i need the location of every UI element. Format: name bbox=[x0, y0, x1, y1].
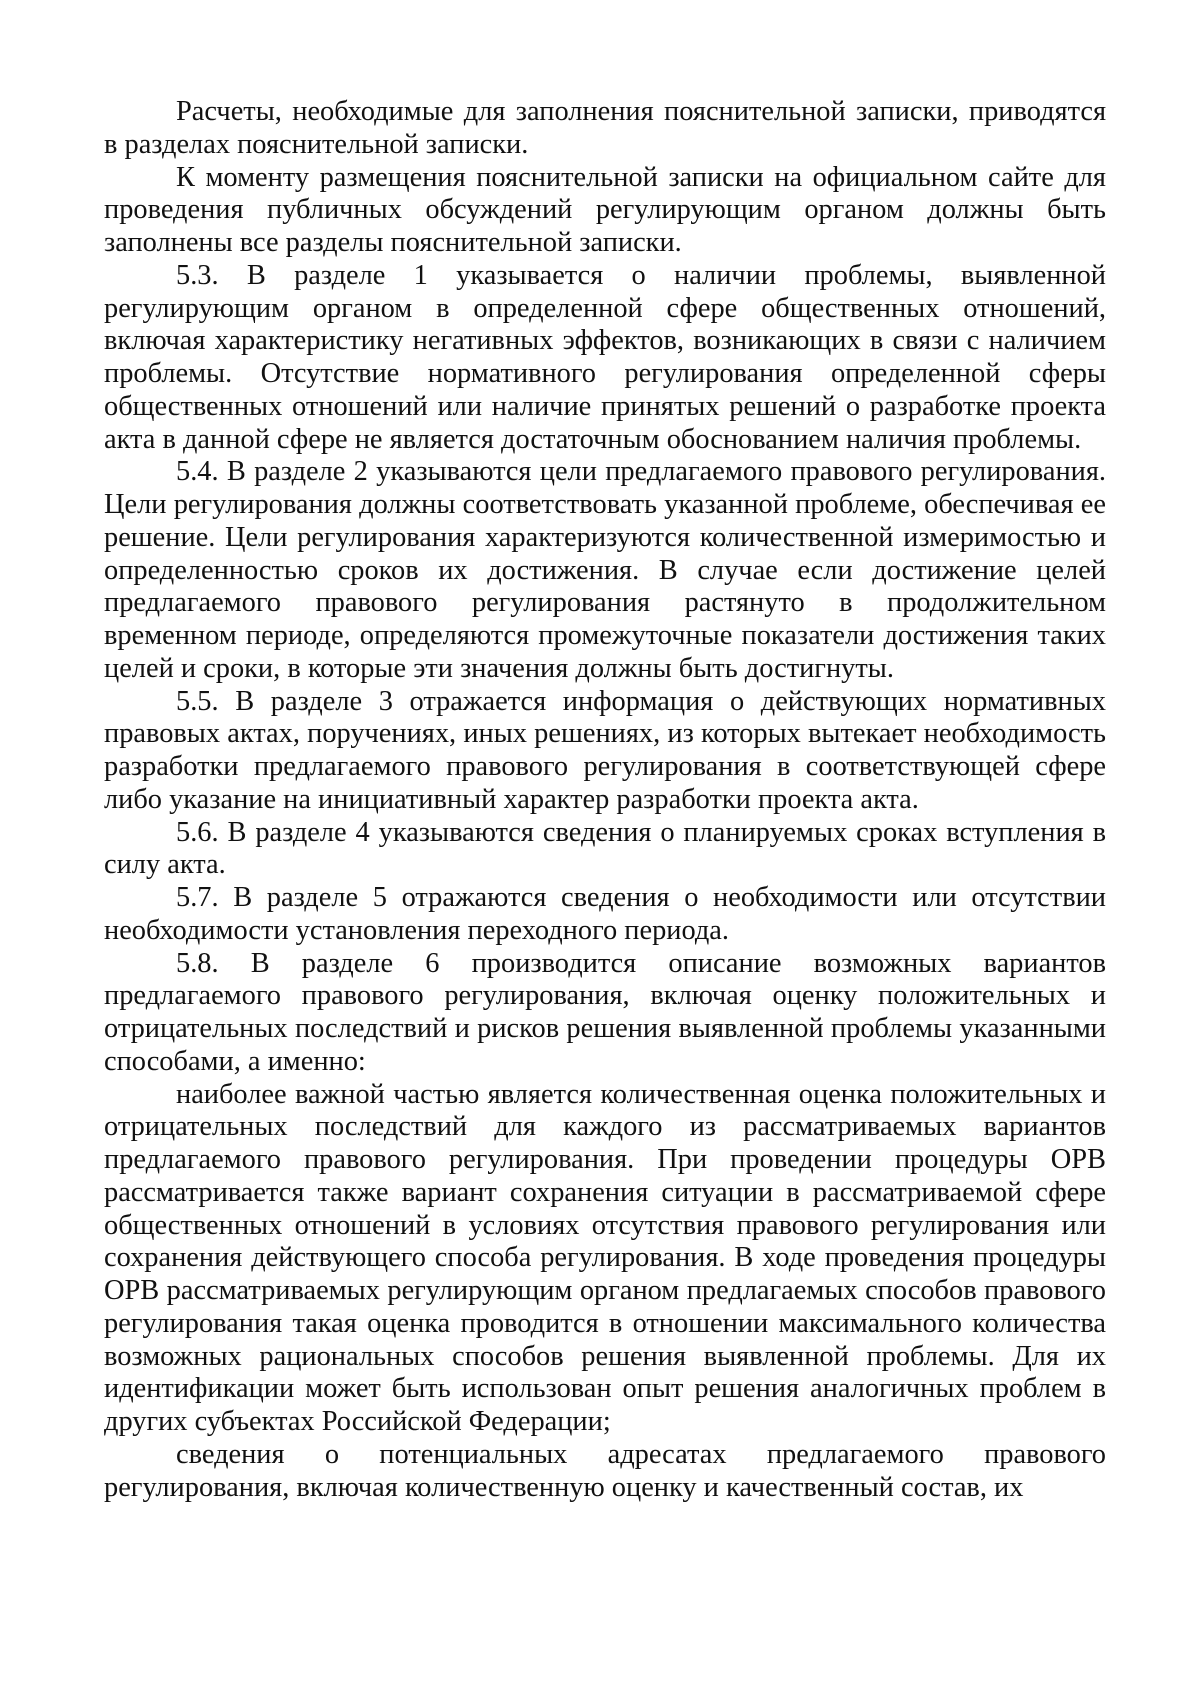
paragraph-5-3: 5.3. В разделе 1 указывается о наличии проблемы, выявленной регулирующим органом в определенной сфере общественных отношений, включая характеристику негативных эффектов, возникающих в связи с наличием проблемы. Отсутствие нормативного регулирования определенной сферы общественных отношений или наличие принятых решений о разработке проекта акта в данной сфере не является достаточным обоснованием наличия проблемы. bbox=[104, 259, 1106, 455]
paragraph-potential-addressees: сведения о потенциальных адресатах предлагаемого правового регулирования, включая количественную оценку и качественный состав, их bbox=[104, 1438, 1106, 1503]
paragraph-5-6: 5.6. В разделе 4 указываются сведения о планируемых сроках вступления в силу акта. bbox=[104, 816, 1106, 881]
paragraph-5-5: 5.5. В разделе 3 отражается информация о действующих нормативных правовых актах, поручениях, иных решениях, из которых вытекает необходимость разработки предлагаемого правового регулирования в соответствующей сфере либо указание на инициативный характер разработки проекта акта. bbox=[104, 685, 1106, 815]
paragraph-5-4: 5.4. В разделе 2 указываются цели предлагаемого правового регулирования. Цели регулирования должны соответствовать указанной проблеме, обеспечивая ее решение. Цели регулирования характеризуются количественной измеримостью и определенностью сроков их достижения. В случае если достижение целей предлагаемого правового регулирования растянуто в продолжительном временном периоде, определяются промежуточные показатели достижения таких целей и сроки, в которые эти значения должны быть достигнуты. bbox=[104, 456, 1106, 684]
paragraph-5-8: 5.8. В разделе 6 производится описание возможных вариантов предлагаемого правового регулирования, включая оценку положительных и отрицательных последствий и рисков решения выявленной проблемы указанными способами, а именно: bbox=[104, 947, 1106, 1077]
paragraph-calculations: Расчеты, необходимые для заполнения пояснительной записки, приводятся в разделах пояснительной записки. bbox=[104, 96, 1106, 160]
paragraph-publication: К моменту размещения пояснительной записки на официальном сайте для проведения публичных обсуждений регулирующим органом должны быть заполнены все разделы пояснительной записки. bbox=[104, 161, 1106, 258]
paragraph-quantitative-assessment: наиболее важной частью является количественная оценка положительных и отрицательных последствий для каждого из рассматриваемых вариантов предлагаемого правового регулирования. При проведении процедуры ОРВ рассматривается также вариант сохранения ситуации в рассматриваемой сфере общественных отношений в условиях отсутствия правового регулирования или сохранения действующего способа регулирования. В ходе проведения процедуры ОРВ рассматриваемых регулирующим органом предлагаемых способов правового регулирования такая оценка проводится в отношении максимального количества возможных рациональных способов решения выявленной проблемы. Для их идентификации может быть использован опыт решения аналогичных проблем в других субъектах Российской Федерации; bbox=[104, 1078, 1106, 1437]
document-page bbox=[104, 96, 1106, 1504]
paragraph-5-7: 5.7. В разделе 5 отражаются сведения о необходимости или отсутствии необходимости установления переходного периода. bbox=[104, 882, 1106, 946]
